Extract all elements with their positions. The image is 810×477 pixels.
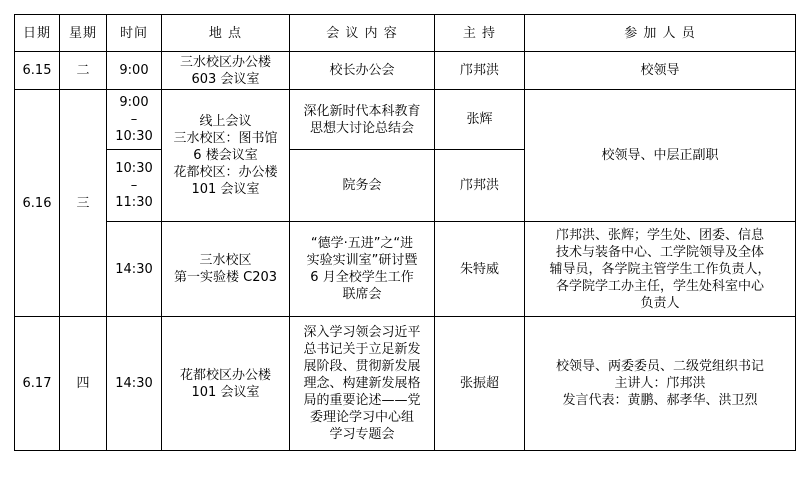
attendees-cell: 校领导、中层正副职: [525, 90, 796, 222]
location-cell: 花都校区办公楼 101 会议室: [162, 317, 290, 451]
time-cell: 9:00: [107, 52, 162, 90]
date-cell: 6.15: [15, 52, 60, 90]
table-row: [15, 222, 796, 317]
header-row: [15, 15, 796, 52]
host-cell: 邝邦洪: [435, 150, 525, 222]
attendees-cell: 邝邦洪、张辉；学生处、团委、信息 技术与装备中心、工学院领导及全体 辅导员，各学院主管学生工作负责人， 各学院学工办主任，学生处科室中心 负责人: [525, 222, 796, 317]
attendees-cell: 校领导: [525, 52, 796, 90]
content-cell: 校长办公会: [290, 52, 435, 90]
date-cell: 6.17: [15, 317, 60, 451]
meeting-schedule-table: [14, 14, 796, 451]
time-cell: 9:00 – 10:30: [107, 90, 162, 150]
header-time: 时间: [107, 15, 162, 52]
table-row: [15, 90, 796, 150]
header-date: 日期: [15, 15, 60, 52]
header-host: 主 持: [435, 15, 525, 52]
content-cell: 院务会: [290, 150, 435, 222]
date-cell: 6.16: [15, 90, 60, 317]
host-cell: 张辉: [435, 90, 525, 150]
header-location: 地 点: [162, 15, 290, 52]
content-cell: 深入学习领会习近平 总书记关于立足新发 展阶段、贯彻新发展 理念、构建新发展格 局的重要论述——党 委理论学习中心组 学习专题会: [290, 317, 435, 451]
location-cell: 三水校区 第一实验楼 C203: [162, 222, 290, 317]
content-cell: 深化新时代本科教育 思想大讨论总结会: [290, 90, 435, 150]
header-weekday: 星期: [60, 15, 107, 52]
host-cell: 张振超: [435, 317, 525, 451]
location-cell: 三水校区办公楼 603 会议室: [162, 52, 290, 90]
location-cell: 线上会议 三水校区：图书馆 6 楼会议室 花都校区：办公楼 101 会议室: [162, 90, 290, 222]
time-cell: 14:30: [107, 222, 162, 317]
header-content: 会 议 内 容: [290, 15, 435, 52]
weekday-cell: 三: [60, 90, 107, 317]
time-cell: 14:30: [107, 317, 162, 451]
host-cell: 朱特威: [435, 222, 525, 317]
time-cell: 10:30 – 11:30: [107, 150, 162, 222]
host-cell: 邝邦洪: [435, 52, 525, 90]
weekday-cell: 二: [60, 52, 107, 90]
weekday-cell: 四: [60, 317, 107, 451]
table-row: [15, 317, 796, 451]
table-row: [15, 52, 796, 90]
header-attendees: 参 加 人 员: [525, 15, 796, 52]
content-cell: “德学·五进”之“进 实验实训室”研讨暨 6 月全校学生工作 联席会: [290, 222, 435, 317]
attendees-cell: 校领导、两委委员、二级党组织书记 主讲人：邝邦洪 发言代表：黄鹏、郝孝华、洪卫烈: [525, 317, 796, 451]
